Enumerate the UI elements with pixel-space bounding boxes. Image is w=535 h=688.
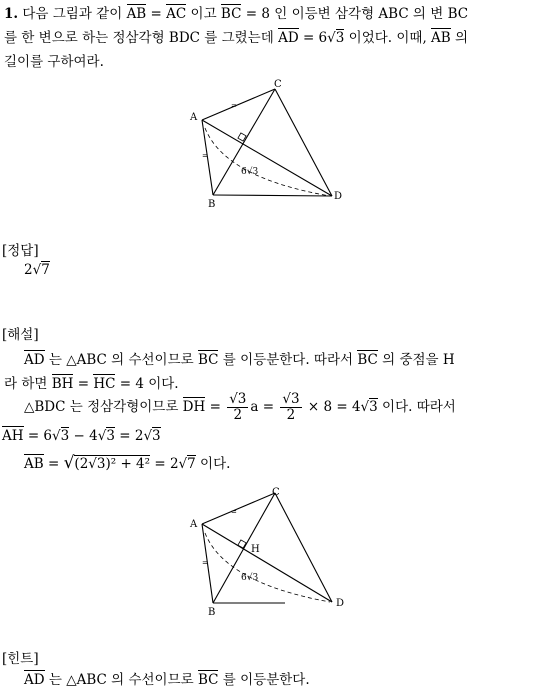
line-ac (202, 493, 275, 524)
line-ac (202, 89, 275, 120)
figure-triangle-2 (185, 483, 350, 623)
segment-bc: BC (220, 6, 242, 22)
hint-line: AD 는 △ABC 의 수선이므로 BC 를 이등분한다. (24, 672, 310, 688)
problem-number: 1. (4, 6, 19, 22)
explanation-heading: [해설] (2, 327, 39, 343)
label-a: A (190, 112, 198, 123)
explanation-line-2: 라 하면 BH = HC = 4 이다. (4, 376, 179, 392)
answer-value: 2√7 (24, 262, 50, 278)
label-b: B (208, 607, 216, 618)
tick-mark-ac: = (231, 508, 237, 516)
label-c: C (274, 79, 282, 90)
label-a: A (190, 519, 198, 530)
explanation-line-3: △BDC 는 정삼각형이므로 DH = $\frac{√3}{2}$ a = $\frac{√3}{2}$ × 8 = 4√3 이다. 따라서 (24, 391, 456, 423)
line-cd (275, 493, 332, 602)
problem-line-2: 를 한 변으로 하는 정삼각형 BDC 를 그렸는데 AD = 6√3 이었다. 이때, AB 의 (4, 30, 469, 46)
line-bd (213, 195, 332, 196)
arc-6sqrt3 (205, 533, 330, 602)
line-ad (202, 120, 332, 196)
answer-heading: [정답] (2, 243, 39, 259)
label-h: H (251, 544, 260, 555)
explanation-line-5: AB = √(2√3)² + 4² = 2√7 이다. (24, 453, 231, 473)
hint-heading: [힌트] (2, 651, 39, 667)
line-bc (213, 89, 275, 195)
segment-ac: AC (166, 6, 187, 22)
tick-mark-ab: = (202, 152, 208, 160)
tick-mark-ac: = (231, 102, 237, 110)
segment-ab-2: AB (431, 30, 451, 46)
arc-6sqrt3 (205, 128, 330, 196)
explanation-line-1: AD 는 △ABC 의 수선이므로 BC 를 이등분한다. 따라서 BC 의 중점을 H (24, 352, 455, 368)
line-bc (213, 493, 275, 603)
label-c: C (272, 487, 280, 498)
fraction-sqrt3-over-2-b: $\frac{√3}{2}$ (282, 391, 300, 423)
line-ad (202, 524, 332, 602)
segment-ad: AD (278, 30, 299, 46)
figure-triangle-1 (185, 78, 350, 213)
fraction-sqrt3-over-2: $\frac{√3}{2}$ (229, 391, 247, 423)
segment-ab: AB (126, 6, 147, 22)
label-d: D (336, 598, 345, 609)
explanation-line-4: AH = 6√3 − 4√3 = 2√3 (2, 428, 161, 444)
problem-line-1: 1. 다음 그림과 같이 AB = AC 이고 BC = 8 인 이등변 삼각형 ABC 의 변 BC (4, 6, 469, 22)
problem-line-3: 길이를 구하여라. (4, 54, 104, 70)
label-d: D (334, 191, 343, 202)
label-6sqrt3: 6√3 (241, 573, 259, 583)
label-6sqrt3: 6√3 (241, 167, 259, 177)
tick-mark-ab: = (202, 559, 208, 567)
label-b: B (208, 199, 216, 210)
